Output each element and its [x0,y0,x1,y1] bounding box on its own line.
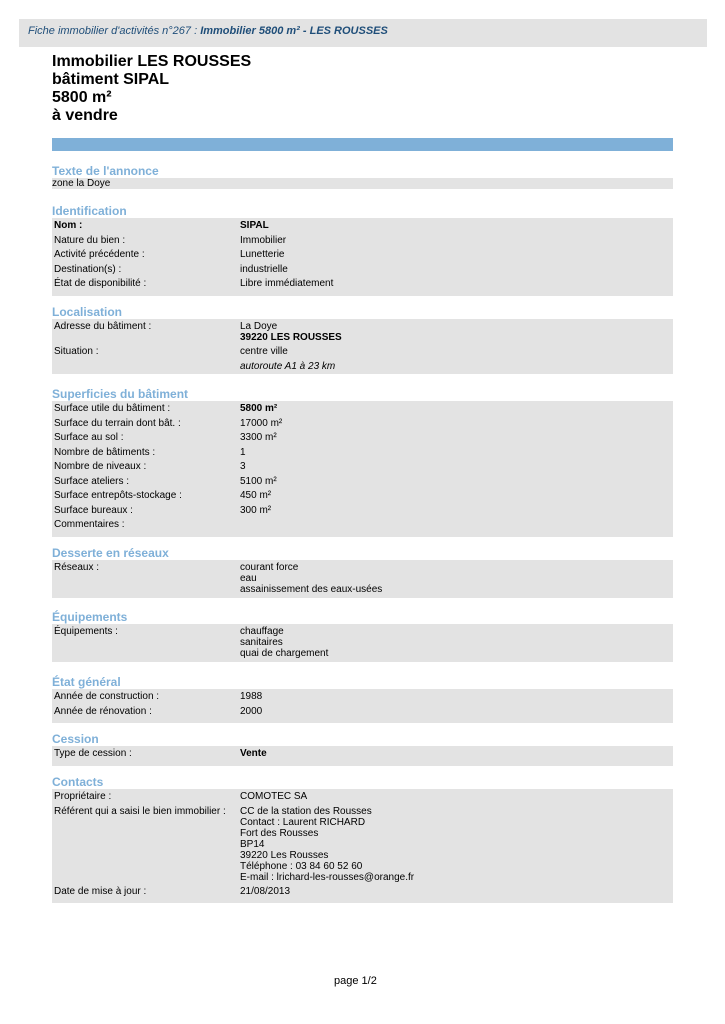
field-label [52,562,240,595]
field-value [240,321,673,346]
field-row [52,791,673,806]
field-label: Surface ateliers : [54,475,130,487]
field-value: Lunetterie [240,249,285,260]
field-row [52,706,673,721]
referent-line: E-mail : lrichard-les-rousses@orange.fr [240,871,415,883]
field-row [52,264,673,279]
section-heading: Superficies du bâtiment [52,387,189,401]
section-equipements [52,610,673,662]
field-row [52,432,673,447]
field-row [52,321,673,346]
section-body [52,789,673,903]
header-emphasis: Immobilier 5800 m² - LES ROUSSES [200,25,388,37]
field-value: Libre immédiatement [240,278,334,289]
field-value: 3300 m² [240,432,277,443]
section-body [52,401,673,537]
field-value: 3 [240,461,246,472]
field-label [52,321,240,346]
field-row [52,249,673,264]
field-value: 21/08/2013 [240,885,291,897]
situation-line: centre ville [240,346,288,357]
section-heading: Identification [52,204,127,218]
referent-line: Contact : Laurent RICHARD [240,816,366,828]
referent-line: BP14 [240,838,265,850]
adresse-line: La Doye [240,321,278,332]
field-label: Surface bureaux : [54,504,133,516]
header-prefix: Fiche immobilier d'activités n°267 : [28,25,201,37]
page-title [52,53,251,125]
field-value [240,519,673,530]
field-label [52,626,240,659]
field-value: 450 m² [240,490,272,501]
field-row [52,626,673,659]
section-heading: Texte de l'annonce [52,164,159,178]
section-body [52,689,673,723]
field-label: État de disponibilité : [54,278,147,289]
section-cession [52,732,673,766]
field-row [52,519,673,534]
field-label: Propriétaire : [54,791,112,802]
field-row [52,806,673,886]
adresse-line: 39220 LES ROUSSES [240,332,342,343]
section-heading: Localisation [52,305,123,319]
document-header-bar [19,19,707,47]
field-value [240,626,673,659]
reseaux-line: courant force [240,562,299,573]
field-value: 5100 m² [240,475,277,487]
referent-line: CC de la station des Rousses [240,805,372,817]
section-heading: Desserte en réseaux [52,546,169,560]
section-body [52,319,673,374]
field-row [52,447,673,462]
annonce-text: zone la Doye [52,178,111,189]
field-label: Année de rénovation : [54,705,152,717]
field-label [52,346,240,371]
field-value: Vente [240,748,267,759]
field-row [52,278,673,293]
equipements-line: chauffage [240,626,284,637]
field-value [240,346,673,371]
field-row [52,562,673,595]
field-value: 5800 m² [240,403,278,414]
section-body [52,624,673,662]
field-label: Type de cession : [54,748,132,759]
field-row [52,220,673,235]
field-label: Nature du bien : [54,234,126,246]
section-heading: État général [52,675,121,689]
referent-line: Téléphone : 03 84 60 52 60 [240,860,363,872]
section-body [52,560,673,598]
field-value [240,806,673,883]
field-label: Nombre de bâtiments : [54,446,156,458]
field-label: Nombre de niveaux : [54,461,147,472]
field-label: Année de construction : [54,691,160,702]
section-heading: Équipements [52,610,128,624]
referent-line: 39220 Les Rousses [240,849,329,861]
equipements-label: Équipements : [54,626,118,637]
field-row [52,886,673,901]
field-value: 17000 m² [240,417,283,429]
title-line-1: Immobilier LES ROUSSES [52,53,252,70]
equipements-line: quai de chargement [240,648,329,659]
field-label: Surface utile du bâtiment : [54,403,171,414]
section-etat-general [52,675,673,723]
page-number: page 1/2 [334,975,377,987]
field-value: 2000 [240,705,263,717]
title-line-4: à vendre [52,107,118,124]
field-label: Commentaires : [54,519,125,530]
section-heading: Contacts [52,775,104,789]
section-body [52,746,673,766]
reseaux-line: eau [240,573,257,584]
field-label: Surface du terrain dont bât. : [54,417,181,429]
field-row [52,461,673,476]
field-row [52,346,673,371]
field-label: Surface au sol : [54,432,124,443]
situation-line: autoroute A1 à 23 km [240,361,336,372]
section-identification [52,204,673,296]
field-value: 1988 [240,691,263,702]
field-label [52,806,240,883]
section-superficies [52,387,673,537]
field-value: 300 m² [240,504,272,516]
divider-bar [52,138,673,151]
section-body [52,218,673,296]
field-row [52,505,673,520]
section-annonce [52,164,673,189]
field-value [240,562,673,595]
section-localisation [52,305,673,374]
title-line-2: bâtiment SIPAL [52,71,170,88]
section-body [52,178,673,189]
document-header [28,25,388,37]
referent-label: Référent qui a saisi le bien immobilier : [54,805,226,817]
equipements-line: sanitaires [240,637,283,648]
field-value: industrielle [240,263,288,275]
field-row [52,691,673,706]
field-row [52,476,673,491]
section-contacts [52,775,673,903]
field-label: Surface entrepôts-stockage : [54,490,182,501]
field-label: Activité précédente : [54,249,145,260]
situation-label: Situation : [54,346,99,357]
field-value: SIPAL [240,220,269,231]
field-value: Immobilier [240,234,287,246]
field-row [52,748,673,763]
field-row [52,490,673,505]
reseaux-line: assainissement des eaux-usées [240,584,383,595]
field-row [52,403,673,418]
title-line-3: 5800 m² [52,89,112,106]
reseaux-label: Réseaux : [54,562,100,573]
section-desserte [52,546,673,598]
referent-line: Fort des Rousses [240,827,319,839]
adresse-label: Adresse du bâtiment : [54,321,152,332]
field-value: COMOTEC SA [240,791,308,802]
field-value: 1 [240,446,246,458]
section-heading: Cession [52,732,99,746]
field-row [52,418,673,433]
field-label: Nom : [54,220,83,231]
field-row [52,235,673,250]
field-label: Date de mise à jour : [54,885,147,897]
field-label: Destination(s) : [54,263,122,275]
